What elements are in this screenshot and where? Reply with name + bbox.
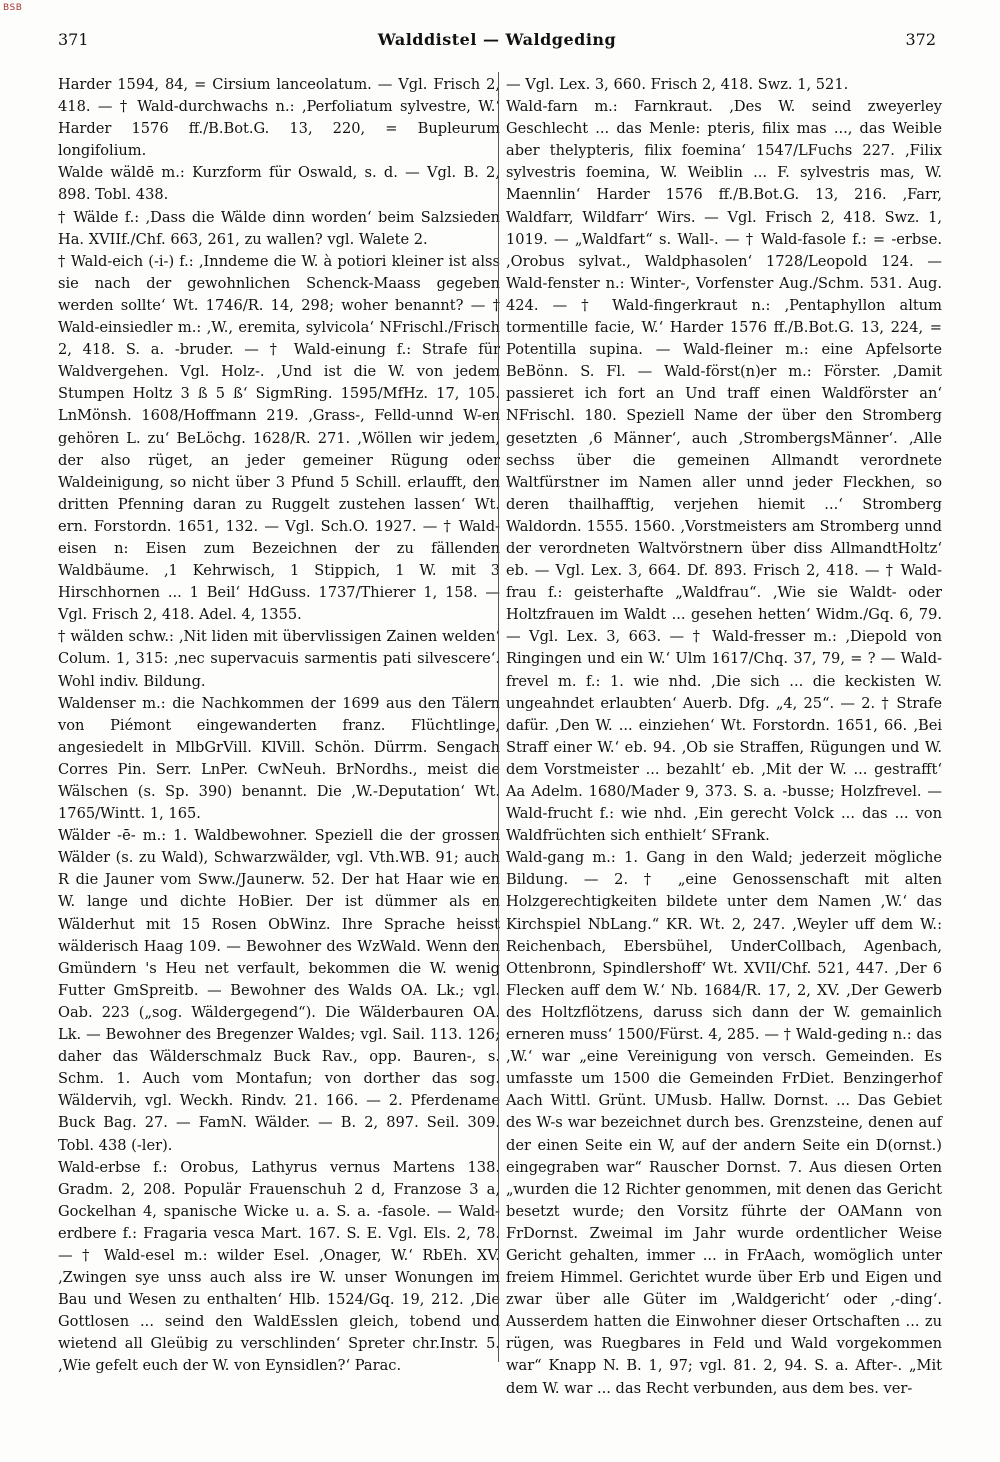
entry-paragraph: Wälder -ē- m.: 1. Waldbewohner. Speziell die der grossen Wälder (s. zu Wald), Schwarzwälder, vgl. Vth.WB. 91; auch R die Jauner vom Sww./Jaunerw. 52. Der hat Haar wie en W. lange und dichte HoBier. Der ist dümmer als en Wälderhut mit 15 Rosen ObWinz. Ihre Sprache heisst wälderisch Haag 109. — Bewohner des WzWald. Wenn den Gmündern 's Heu net verfault, bekommen die W. wenig Futter GmSpreitb. — Bewohner des Walds OA. Lk.; vgl. Oab. 223 („sog. Wäldergegend“). Die Wälderbauren OA. Lk. — Bewohner des Bregenzer Waldes; vgl. Sail. 113. 126; daher das Wälderschmalz Buck Rav., opp. Bauren-, s. Schm. 1. Auch vom Montafun; von dorther das sog. Wäldervih, vgl. Weckh. Rindv. 21. 166. — 2. Pferdename Buck Bag. 27. — FamN. Wälder. — B. 2, 897. Seil. 309. Tobl. 438 (-ler). — [58, 827, 500, 1154]
left-column — [58, 74, 500, 1375]
page-number-left: 371 — [58, 30, 89, 49]
page-header — [58, 30, 936, 56]
column-divider — [498, 72, 499, 1362]
entry-paragraph: † Wälde f.: ‚Dass die Wälde dinn worden‘ beim Salzsieden Ha. XVIIf./Chf. 663, 261, zu wallen? vgl. Walete 2. — [58, 208, 500, 248]
library-stamp: BSB — [3, 3, 23, 13]
entry-paragraph: † Wald-eich (-i-) f.: ‚Inndeme die W. à potiori kleiner ist alss sie nach der gewohnlichen Schenck-Maass gegeben werden sollte‘ Wt. 1746/R. 14, 298; woher benannt? — † Wald-einsiedler m.: ‚W., eremita, sylvicola‘ NFrischl./Frisch 2, 418. S. a. -bruder. — † Wald-einung f.: Strafe für Waldvergehen. Vgl. Holz-. ‚Und ist die W. von jedem Stumpen Holtz 3 ß 5 ß‘ SigmRing. 1595/MfHz. 17, 105. LnMönsh. 1608/Hoffmann 219. ‚Grass-, Felld-unnd W-en gehören L. zu‘ BeLöchg. 1628/R. 271. ‚Wöllen wir jedem, der also rüget, an jeder gemeiner Rügung oder Waldeinigung, so nicht über 3 Pfund 5 Schill. erlaufft, den dritten Pfenning daran zu Ruggelt zustehen lassen‘ Wt. ern. Forstordn. 1651, 132. — Vgl. Sch.O. 1927. — † Wald-eisen n: Eisen zum Bezeichnen der zu fällenden Waldbäume. ‚1 Kehrwisch, 1 Stippich, 1 W. mit 3 Hirschhornen ... 1 Beil‘ HdGuss. 1737/Thierer 1, 158. — Vgl. Frisch 2, 418. Adel. 4, 1355. — [58, 252, 500, 624]
entry-paragraph: Wald-farn m.: Farnkraut. ‚Des W. seind zweyerley Geschlecht ... das Menle: pteris, filix mas ..., das Weible aber thelypteris, filix foemina‘ 1547/LFuchs 227. ‚Filix sylvestris foemina, W. Weiblin ... F. sylvestris mas, W. Maennlin‘ Harder 1576 ff./B.Bot.G. 13, 216. ‚Farr, Waldfarr, Wildfarr‘ Wirs. — Vgl. Frisch 2, 418. Swz. 1, 1019. — „Waldfart“ s. Wall-. — † Wald-fasole f.: = -erbse. ‚Orobus sylvat., Waldphasolen‘ 1728/Leopold 124. — Wald-fenster n.: Winter-, Vorfenster Aug./Schm. 531. Aug. 424. — † Wald-fingerkraut n.: ‚Pentaphyllon altum tormentille facie, W.‘ Harder 1576 ff./B.Bot.G. 13, 224, = Potentilla supina. — Wald-fleiner m.: eine Apfelsorte BeBönn. S. Fl. — Wald-först(n)er m.: Förster. ‚Damit passieret ich fort an Und traff einen Waldförster an‘ NFrischl. 180. Speziell Name der über den Stromberg gesetzten ‚6 Männer‘, auch ‚StrombergsMänner‘. ‚Alle sechss über die gemeinen Allmandt verordnete Waltfürstner im Namen aller unnd jeder Fleckhen, so deren thailhafftig, verjehen hiemit ...‘ Stromberg Waldordn. 1555. 1560. ‚Vorstmeisters am Stromberg unnd der verordneten Waltvörstnern über diss AllmandtHoltz‘ eb. — Vgl. Lex. 3, 664. Df. 893. Frisch 2, 418. — † Wald-frau f.: geisterhafte „Waldfrau“. ‚Wie sie Waldt- oder Holtzfrauen im Waldt ... gesehen hetten‘ Widm./Gq. 6, 79. — Vgl. Lex. 3, 663. — † Wald-fresser m.: ‚Diepold von Ringingen und ein W.‘ Ulm 1617/Chq. 37, 79, = ? — Wald-frevel m. f.: 1. wie nhd. ‚Die sich ... die keckisten W. ungeahndet erlaubten‘ Auerb. Dfg. „4, 25“. — 2. † Strafe dafür. ‚Den W. ... einziehen‘ Wt. Forstordn. 1651, 66. ‚Bei Straff einer W.‘ eb. 94. ‚Ob sie Straffen, Rügungen und W. dem Vorstmeister ... bezahlt‘ eb. ‚Mit der W. ... gestrafft‘ Aa Adelm. 1680/Mader 9, 373. S. a. -busse; Holzfrevel. — Wald-frucht f.: wie nhd. ‚Ein gerecht Volck ... das ... von Waldfrüchten sich enthielt‘ SFrank. — [506, 98, 942, 845]
entry-paragraph: — Vgl. Lex. 3, 660. Frisch 2, 418. Swz. 1, 521. — [506, 76, 849, 93]
entry-paragraph: Walde wäldē m.: Kurzform für Oswald, s. d. — Vgl. B. 2, 898. Tobl. 438. — [58, 164, 500, 204]
entry-paragraph: Harder 1594, 84, = Cirsium lanceolatum. — Vgl. Frisch 2, 418. — † Wald-durchwachs n.: ‚Perfoliatum sylvestre, W.‘ Harder 1576 ff./B.Bot.G. 13, 220, = Bupleurum longifolium. — [58, 76, 500, 160]
page-number-right: 372 — [905, 30, 936, 49]
entry-paragraph: Waldenser m.: die Nachkommen der 1699 aus den Tälern von Piémont eingewanderten franz. Flüchtlinge, angesiedelt in MlbGrVill. KlVill. Schön. Dürrm. Sengach Corres Pin. Serr. LnPer. CwNeuh. BrNordhs., meist die Wälschen (s. Sp. 390) benannt. Die ‚W.-Deputation‘ Wt. 1765/Wintt. 1, 165. — [58, 694, 500, 823]
right-column — [506, 74, 942, 1397]
entry-paragraph: Wald-gang m.: 1. Gang in den Wald; jederzeit mögliche Bildung. — 2. † „eine Genossenschaft mit alten Holzgerechtigkeiten bildete unter dem Namen ‚W.‘ das Kirchspiel NbLang.“ KR. Wt. 2, 247. ‚Weyler uff dem W.: Reichenbach, Ebersbühel, UnderCollbach, Agenbach, Ottenbronn, Spindlershoff‘ Wt. XVII/Chf. 521, 447. ‚Der 6 Flecken auff dem W.‘ Nb. 1684/R. 17, 2, XV. ‚Der Gewerb des Holtzflötzens, daruss sich dann der W. gemainlich erneren muss‘ 1500/Fürst. 4, 285. — † Wald-geding n.: das ‚W.‘ war „eine Vereinigung von versch. Gemeinden. Es umfasste um 1500 die Gemeinden FrDiet. Benzingerhof Aach Wittl. Grünt. UMusb. Hallw. Dornst. ... Das Gebiet des W-s war bezeichnet durch bes. Grenzsteine, denen auf der einen Seite ein W, auf der andern Seite ein D(ornst.) eingegraben war“ Rauscher Dornst. 7. Aus diesen Orten „wurden die 12 Richter genommen, mit denen das Gericht besetzt wurde; den Vorsitz führte der OAMann von FrDornst. Zweimal im Jahr wurde ordentlicher Weise Gericht gehalten, immer ... in FrAach, womöglich unter freiem Himmel. Gerichtet wurde über Erb und Eigen und zwar über alle Güter im ‚Waldgericht‘ oder ‚-ding‘. Ausserdem hatten die Einwohner dieser Ortschaften ... zu rügen, was Ruegbares in Feld und Wald vorgekommen war“ Knapp N. B. 1, 97; vgl. 81. 2, 94. S. a. After-. „Mit dem W. war ... das Recht verbunden, aus dem bes. ver- — [506, 849, 942, 1397]
entry-paragraph: Wald-erbse f.: Orobus, Lathyrus vernus Martens 138. Gradm. 2, 208. Populär Frauenschuh 2 d, Franzose 3 a, Gockelhan 4, spanische Wicke u. a. S. a. -fasole. — Wald-erdbere f.: Fragaria vesca Mart. 167. S. E. Vgl. Els. 2, 78. — † Wald-esel m.: wilder Esel. ‚Onager, W.‘ RbEh. XV. ‚Zwingen sye unss auch alss ire W. unser Wonungen im Bau und Wesen zu enthalten‘ Hlb. 1524/Gq. 19, 212. ‚Die Gottlosen ... seind den WaldEsslen gleich, tobend und wietend all Gleübig zu verschlinden‘ Spreter chr.Instr. 5. ‚Wie gefelt euch der W. von Eynsidlen?‘ Parac. — [58, 1158, 500, 1375]
entry-paragraph: † wälden schw.: ‚Nit liden mit übervlissigen Zainen welden‘ Colum. 1, 315: ‚nec supervacuis sarmentis pati silvescere‘. Wohl indiv. Bildung. — [58, 628, 500, 690]
running-title: Walddistel — Waldgeding — [377, 30, 617, 49]
